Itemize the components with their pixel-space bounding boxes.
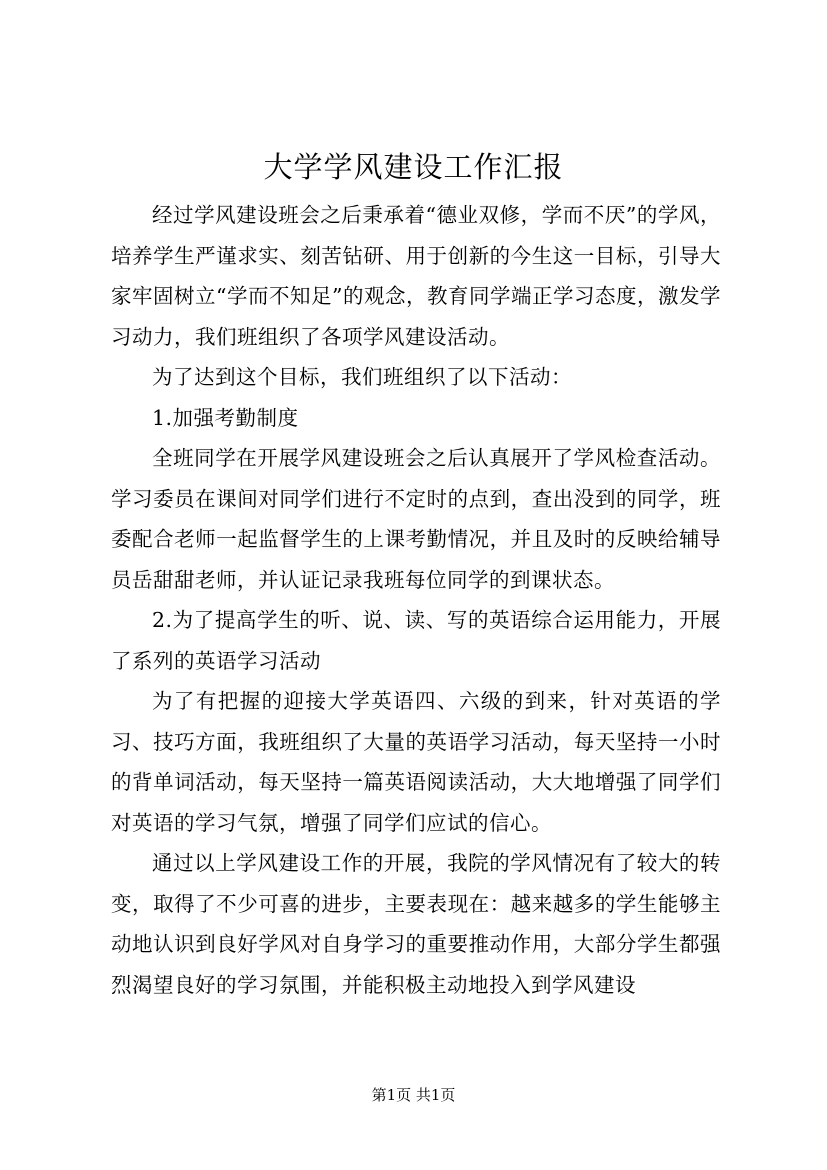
heading-english: 2.为了提高学生的听、说、读、写的英语综合运用能力，开展了系列的英语学习活动 <box>111 608 721 673</box>
paragraph-intro: 经过学风建设班会之后秉承着“德业双修，学而不厌”的学风，培养学生严谨求实、刻苦钻研、用于创新的今生这一目标，引导大家牢固树立“学而不知足”的观念，教育同学端正学习态度，激发学习动力，我们班组织了各项学风建设活动。 <box>111 203 721 349</box>
page-footer: 第1页 共1页 <box>371 1086 456 1104</box>
document-body <box>111 195 721 1005</box>
heading-attendance: 1.加强考勤制度 <box>152 405 299 430</box>
document-title: 大学学风建设工作汇报 <box>263 150 564 184</box>
paragraph-results: 通过以上学风建设工作的开展，我院的学风情况有了较大的转变，取得了不少可喜的进步，主要表现在：越来越多的学生能够主动地认识到良好学风对自身学习的重要推动作用，大部分学生都强烈渴望良好的学习氛围，并能积极主动地投入到学风建设 <box>111 851 721 997</box>
paragraph-attendance: 全班同学在开展学风建设班会之后认真展开了学风检查活动。学习委员在课间对同学们进行不定时的点到，查出没到的同学，班委配合老师一起监督学生的上课考勤情况，并且及时的反映给辅导员岳甜甜老师，并认证记录我班每位同学的到课状态。 <box>111 446 721 592</box>
paragraph-english: 为了有把握的迎接大学英语四、六级的到来，针对英语的学习、技巧方面，我班组织了大量的英语学习活动，每天坚持一小时的背单词活动，每天坚持一篇英语阅读活动，大大地增强了同学们对英语的学习气氛，增强了同学们应试的信心。 <box>111 689 721 835</box>
paragraph-activities-lead: 为了达到这个目标，我们班组织了以下活动： <box>152 365 572 389</box>
